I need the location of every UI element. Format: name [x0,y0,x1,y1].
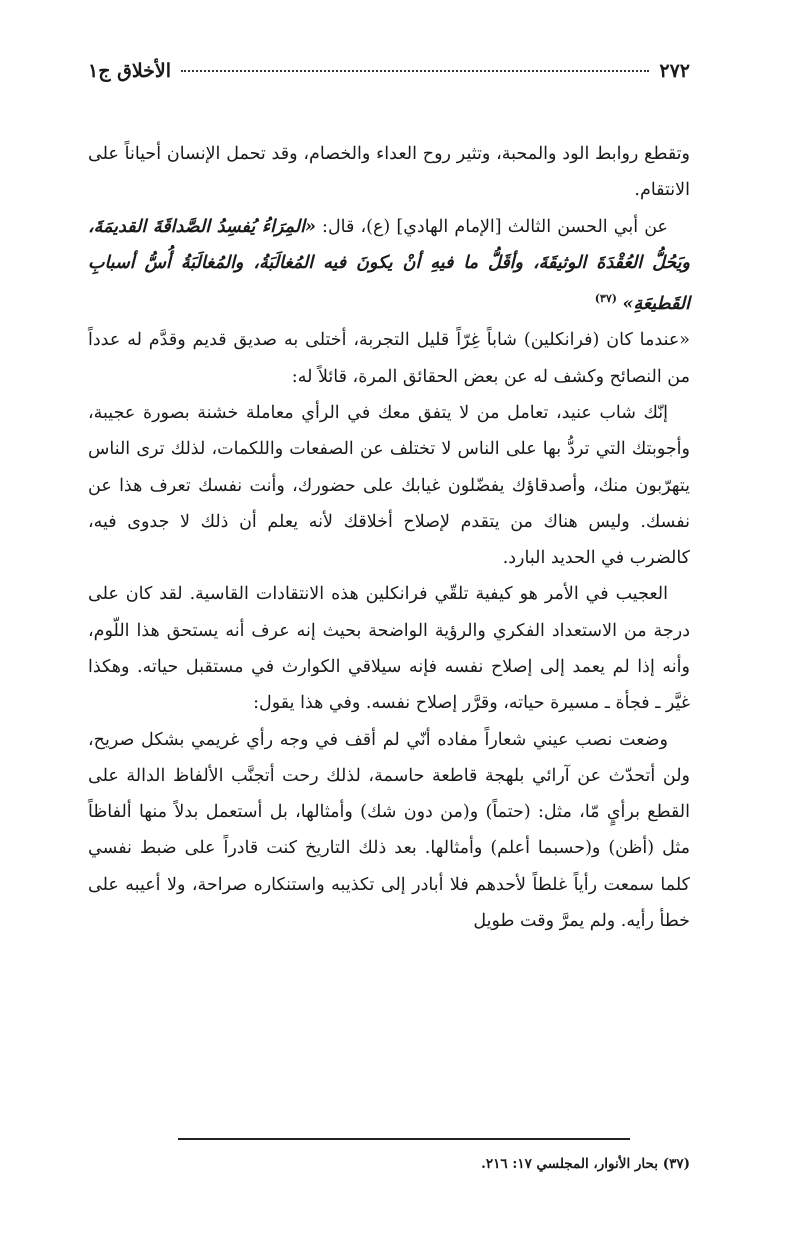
footnote-reference: (٣٧) [594,292,617,306]
paragraph-hadith [88,209,690,323]
footnote: (٣٧) بحار الأنوار، المجلسي ١٧: ٢١٦. [481,1156,690,1172]
page-number: ٢٧٢ [659,60,690,82]
paragraph-1: وتقطع روابط الود والمحبة، وتثير روح العداء والخصام، وقد تحمل الإنسان أحياناً على الانتقام. [88,144,690,201]
hadith-intro: عن أبي الحسن الثالث [الإمام الهادي] (ع)، قال: [315,216,668,237]
page-body [88,136,690,939]
header-leader-dots [181,70,649,72]
hadith-quote: «المِرَاءُ يُفسِدُ الصَّداقَةَ القديمَةَ، ويَحُلُّ العُقْدَةَ الوثيقَةَ، وأقَلُّ ما فيهِ أنْ يكونَ فيه المُغالَبَةُ، والمُغالَبَةُ أُسُّ أسبابِ القَطيعَةِ» [88,216,690,315]
running-title: الأخلاق ج١ [88,60,172,82]
paragraph-3: «عندما كان (فرانكلين) شاباً غِرّاً قليل التجربة، أختلى به صديق قديم وقدَّم له عدداً من النصائح وكشف له عن بعض الحقائق المرة، قائلاً له: [88,330,690,387]
page-header [88,60,690,82]
paragraph-5: العجيب في الأمر هو كيفية تلقّي فرانكلين هذه الانتقادات القاسية. لقد كان على درجة من الاستعداد الفكري والرؤية الواضحة بحيث إنه عرف أنه يستحق هذا اللّوم، وأنه إذا لم يعمد إلى إصلاح نفسه فإنه سيلاقي الكوارث في مستقبل حياته. وهكذا غيَّر ـ فجأة ـ مسيرة حياته، وقرَّر إصلاح نفسه. وفي هذا يقول: [88,584,690,714]
paragraph-6: وضعت نصب عيني شعاراً مفاده أنّي لم أقف في وجه رأي غريمي بشكل صريح، ولن أتحدّث عن آرائي بلهجة قاطعة حاسمة، لذلك رحت أتجنَّب الألفاظ الدالة على القطع برأيٍ مّا، مثل: (حتماً) و(من دون شك) وأمثالها، بل أستعمل بدلاً منها ألفاظاً مثل (أظن) و(حسبما أعلم) وأمثالها. بعد ذلك التاريخ كنت قادراً على ضبط نفسي كلما سمعت رأياً غلطاً لأحدهم فلا أبادر إلى تكذيبه واستنكاره صراحة، ولا أعيبه على خطأ رأيه. ولم يمرَّ وقت طويل [88,729,690,932]
paragraph-4: إنّك شاب عنيد، تعامل من لا يتفق معك في الرأي معاملة خشنة بصورة عجيبة، وأجوبتك التي تردُّ بها على الناس لا تختلف عن الصفعات واللكمات، لذلك ترى الناس يتهرّبون منك، وأصدقاؤك يفضّلون غيابك على حضورك، وأنت نفسك تعرف هذا عن نفسك. وليس هناك من يتقدم لإصلاح أخلاقك لأنه يعلم أن ذلك لا جدوى فيه، كالضرب في الحديد البارد. [88,402,690,569]
footnote-divider [178,1138,630,1140]
